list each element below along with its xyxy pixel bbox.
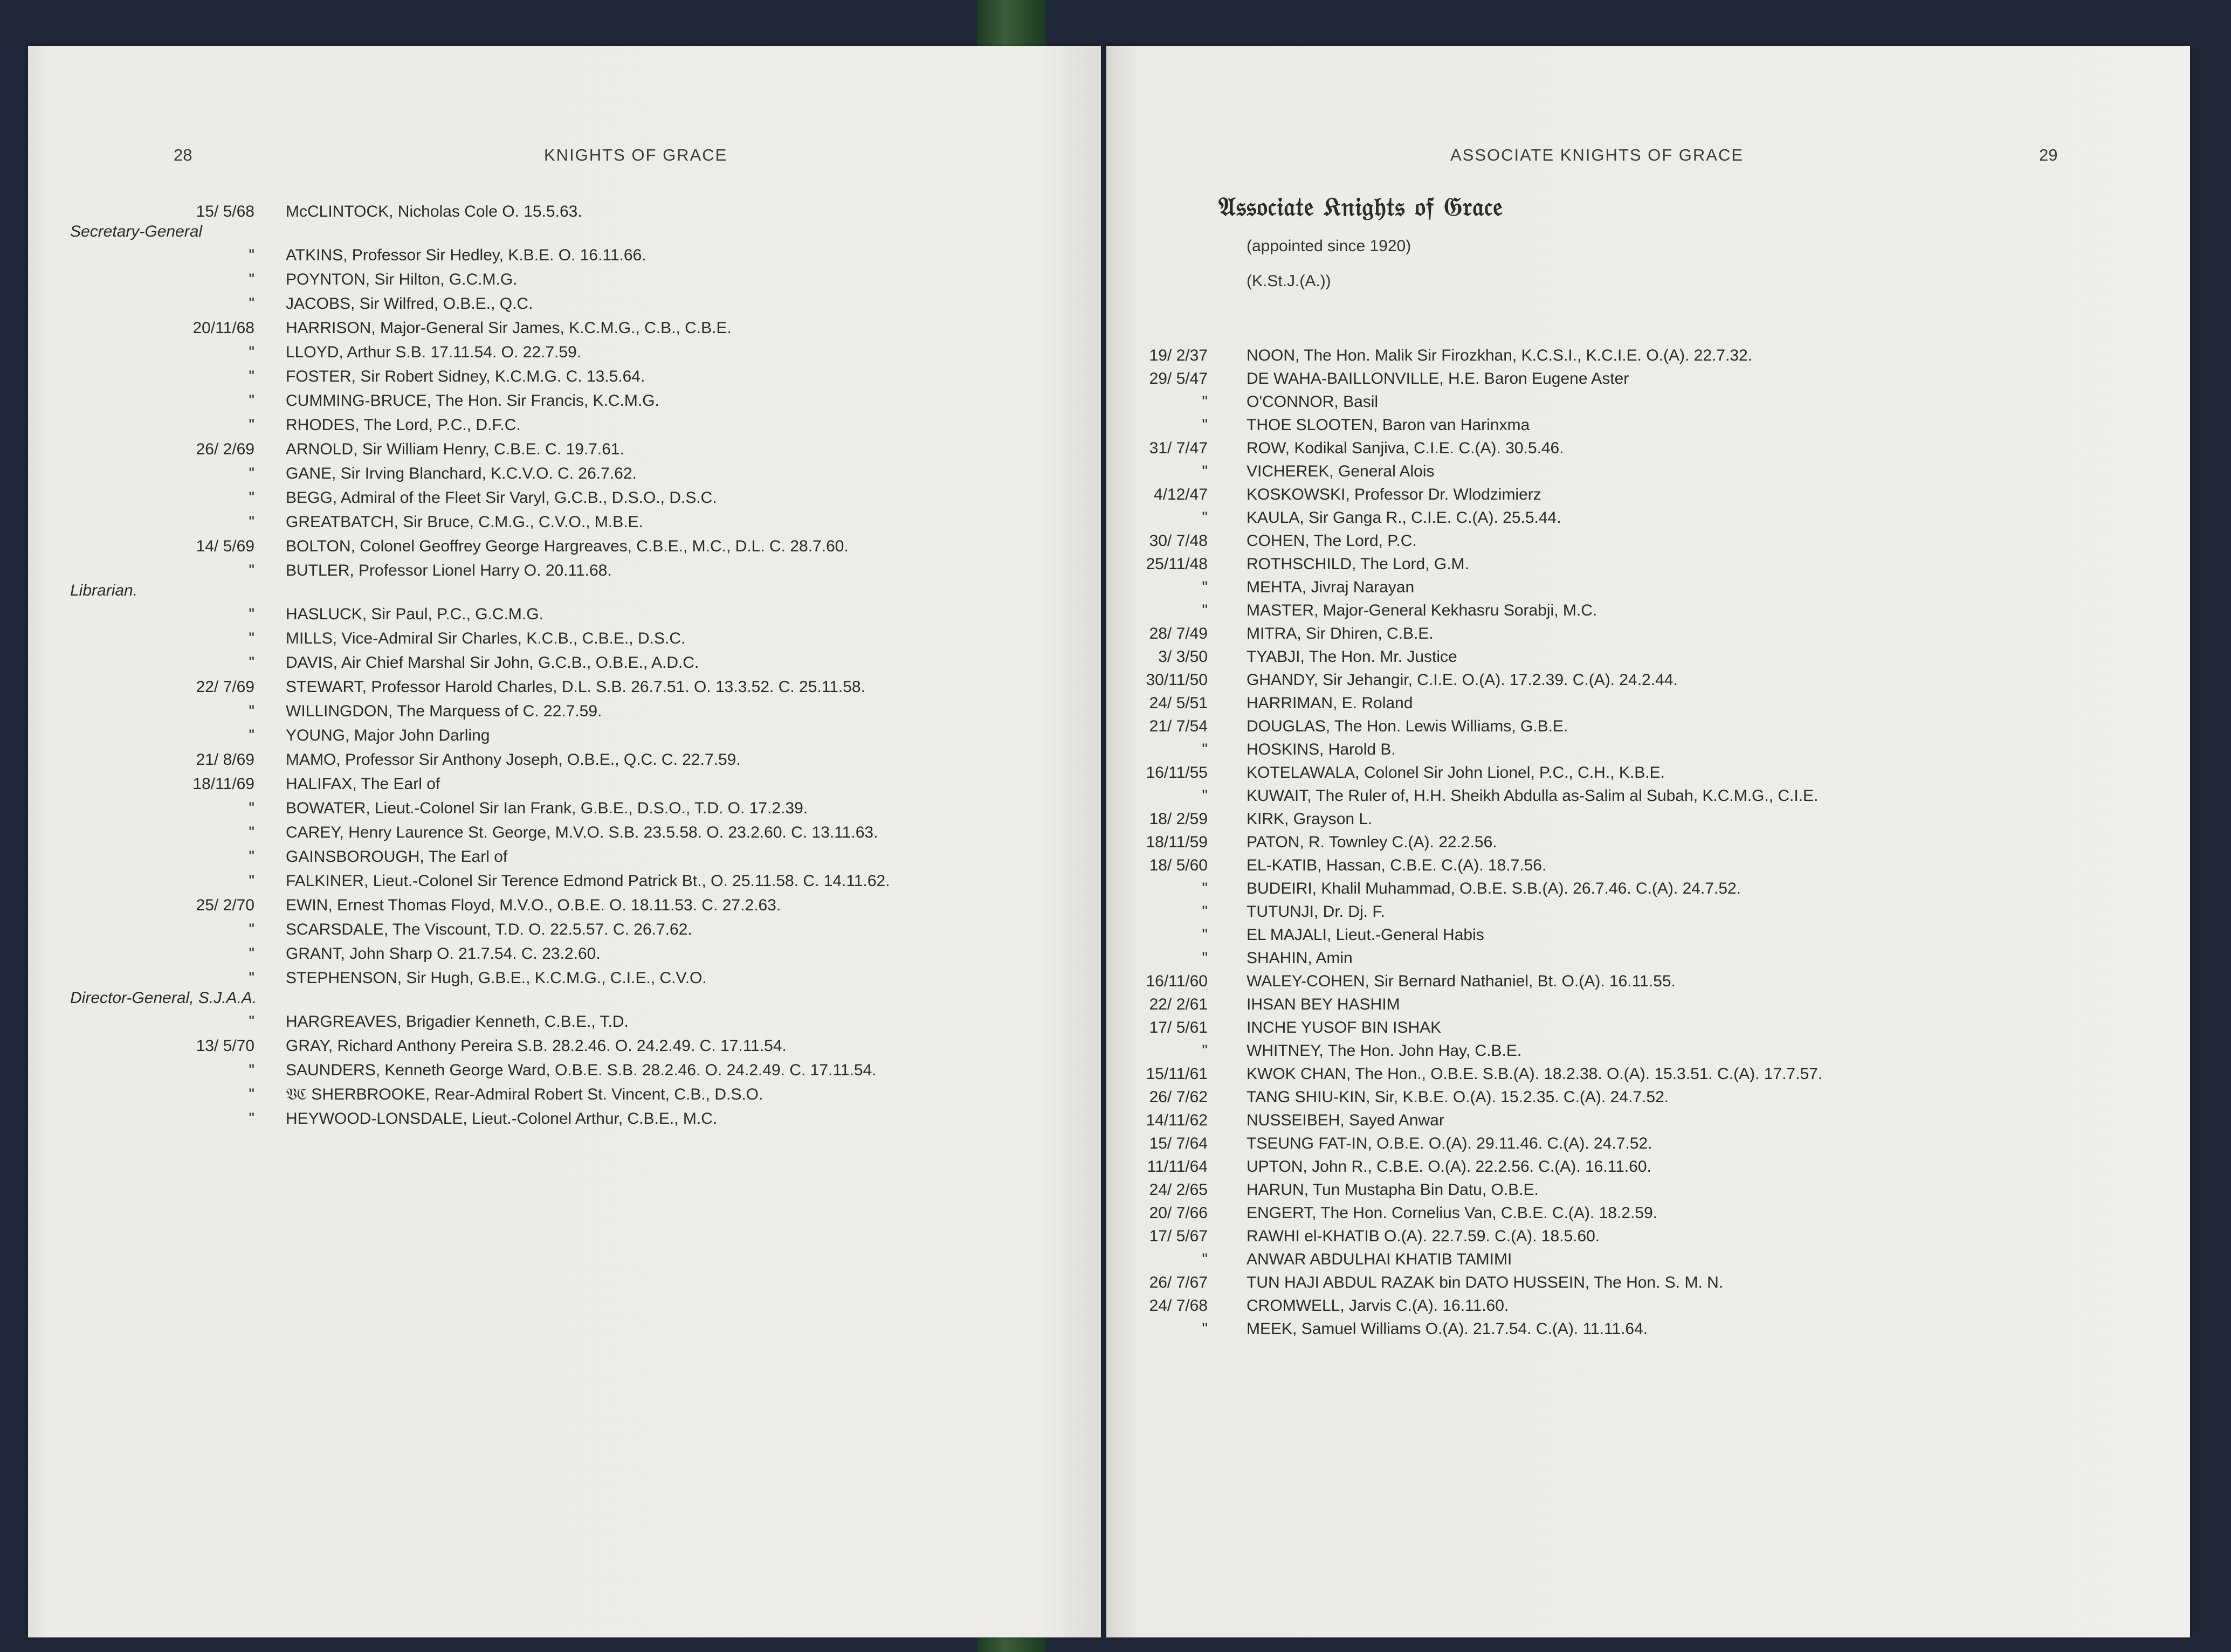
running-head: ASSOCIATE KNIGHTS OF GRACE — [1450, 146, 1744, 164]
entry-name: HARGREAVES, Brigadier Kenneth, C.B.E., T.D. — [286, 1013, 629, 1031]
entry-date: " — [249, 416, 254, 434]
list-item — [28, 487, 1101, 508]
entry-date: 15/11/61 — [1146, 1065, 1208, 1083]
list-item — [28, 439, 1101, 460]
list-item — [1106, 994, 2190, 1015]
entry-date: 15/ 5/68 — [196, 203, 254, 220]
entry-name: TSEUNG FAT-IN, O.B.E. O.(A). 29.11.46. C.(A). 24.7.52. — [1247, 1135, 1652, 1152]
list-item — [28, 1011, 1101, 1032]
list-item — [28, 967, 1101, 1008]
entry-date: " — [249, 562, 254, 579]
list-item — [1106, 345, 2190, 366]
entry-name: RHODES, The Lord, P.C., D.F.C. — [286, 416, 521, 434]
entry-name: MEEK, Samuel Williams O.(A). 21.7.54. C.(A). 11.11.64. — [1247, 1320, 1648, 1338]
entry-name: DAVIS, Air Chief Marshal Sir John, G.C.B., O.B.E., A.D.C. — [286, 654, 699, 672]
entry-date: " — [1202, 416, 1208, 434]
entry-name: MASTER, Major-General Kekhasru Sorabji, M.C. — [1247, 602, 1597, 619]
list-item — [28, 463, 1101, 484]
section-title: 𝔄𝔰𝔰𝔬𝔠𝔦𝔞𝔱𝔢 𝔎𝔫𝔦𝔤𝔥𝔱𝔰 𝔬𝔣 𝔊𝔯𝔞𝔠𝔢 — [1218, 192, 1504, 222]
entry-date: 20/11/68 — [192, 319, 254, 337]
entry-date: 18/ 2/59 — [1149, 810, 1208, 828]
list-item — [1106, 1202, 2190, 1224]
list-item — [1106, 1272, 2190, 1293]
entry-date: " — [1202, 1042, 1208, 1060]
entry-date: " — [249, 630, 254, 647]
list-item — [1106, 855, 2190, 876]
entry-date: 15/ 7/64 — [1149, 1135, 1208, 1152]
entry-date: 24/ 2/65 — [1149, 1181, 1208, 1199]
list-item — [1106, 1110, 2190, 1131]
entry-office: Secretary-General — [70, 223, 203, 240]
entry-name: KOSKOWSKI, Professor Dr. Wlodzimierz — [1247, 486, 1541, 503]
entry-date: " — [249, 1013, 254, 1031]
list-item — [1106, 368, 2190, 389]
entry-name: STEPHENSON, Sir Hugh, G.B.E., K.C.M.G., C.I.E., C.V.O. — [286, 969, 707, 987]
entry-name: O'CONNOR, Basil — [1247, 393, 1379, 411]
entry-date: 3/ 3/50 — [1158, 648, 1208, 666]
list-item — [28, 798, 1101, 819]
list-item — [28, 604, 1101, 625]
entry-date: 24/ 5/51 — [1149, 694, 1208, 712]
entry-name: BOLTON, Colonel Geoffrey George Hargreaves, C.B.E., M.C., D.L. C. 28.7.60. — [286, 537, 849, 555]
list-item — [1106, 878, 2190, 899]
list-item — [1106, 808, 2190, 830]
entry-name: SCARSDALE, The Viscount, T.D. O. 22.5.57. C. 26.7.62. — [286, 921, 692, 938]
entry-date: " — [249, 489, 254, 507]
entry-date: " — [249, 921, 254, 938]
entry-name: KOTELAWALA, Colonel Sir John Lionel, P.C., C.H., K.B.E. — [1247, 764, 1665, 782]
list-item — [28, 390, 1101, 411]
entry-date: " — [1202, 926, 1208, 944]
entry-name: BUTLER, Professor Lionel Harry O. 20.11.68. — [286, 562, 612, 579]
entry-name: KIRK, Grayson L. — [1247, 810, 1373, 828]
entry-date: 26/ 7/62 — [1149, 1088, 1208, 1106]
entry-date: " — [249, 605, 254, 623]
entry-name: WHITNEY, The Hon. John Hay, C.B.E. — [1247, 1042, 1522, 1060]
entry-date: " — [1202, 1250, 1208, 1268]
entry-date: 16/11/55 — [1146, 764, 1208, 782]
entry-name: GREATBATCH, Sir Bruce, C.M.G., C.V.O., M.B.E. — [286, 513, 643, 531]
running-head: KNIGHTS OF GRACE — [544, 146, 728, 164]
list-item — [1106, 669, 2190, 690]
list-item — [1106, 1156, 2190, 1177]
section-note: (appointed since 1920) — [1247, 237, 1411, 255]
list-item — [28, 846, 1101, 867]
entry-date: " — [249, 1086, 254, 1103]
entry-date: 31/ 7/47 — [1149, 439, 1208, 457]
list-item — [1106, 693, 2190, 714]
entry-name: THOE SLOOTEN, Baron van Harinxma — [1247, 416, 1530, 434]
list-item — [1106, 577, 2190, 598]
entry-date: " — [249, 848, 254, 866]
entry-date: 17/ 5/67 — [1149, 1227, 1208, 1245]
entry-name: KWOK CHAN, The Hon., O.B.E. S.B.(A). 18.2.38. O.(A). 15.3.51. C.(A). 17.7.57. — [1247, 1065, 1823, 1083]
entry-date: 30/ 7/48 — [1149, 532, 1208, 550]
entry-date: 20/ 7/66 — [1149, 1204, 1208, 1222]
entry-name: HEYWOOD-LONSDALE, Lieut.-Colonel Arthur, C.B.E., M.C. — [286, 1110, 718, 1128]
entry-name: NOON, The Hon. Malik Sir Firozkhan, K.C.S.I., K.C.I.E. O.(A). 22.7.32. — [1247, 347, 1753, 364]
entry-date: 25/ 2/70 — [196, 896, 254, 914]
entry-name: ROTHSCHILD, The Lord, G.M. — [1247, 555, 1469, 573]
entry-date: " — [249, 654, 254, 672]
entry-name: GANE, Sir Irving Blanchard, K.C.V.O. C. 26.7.62. — [286, 465, 637, 482]
entry-name: EL-KATIB, Hassan, C.B.E. C.(A). 18.7.56. — [1247, 856, 1547, 874]
entry-date: " — [249, 513, 254, 531]
entry-date: " — [249, 1061, 254, 1079]
entry-name: EL MAJALI, Lieut.-General Habis — [1247, 926, 1484, 944]
entry-date: " — [249, 799, 254, 817]
list-item — [28, 201, 1101, 241]
entry-name: MAMO, Professor Sir Anthony Joseph, O.B.E., Q.C. C. 22.7.59. — [286, 751, 741, 769]
entry-name: WALEY-COHEN, Sir Bernard Nathaniel, Bt. O.(A). 16.11.55. — [1247, 972, 1676, 990]
list-item — [28, 536, 1101, 557]
entry-name: BOWATER, Lieut.-Colonel Sir Ian Frank, G.B.E., D.S.O., T.D. O. 17.2.39. — [286, 799, 808, 817]
entry-name: COHEN, The Lord, P.C. — [1247, 532, 1417, 550]
entry-date: 18/ 5/60 — [1149, 856, 1208, 874]
entry-name: TUN HAJI ABDUL RAZAK bin DATO HUSSEIN, The Hon. S. M. N. — [1247, 1274, 1724, 1291]
entry-name: HARRISON, Major-General Sir James, K.C.M.G., C.B., C.B.E. — [286, 319, 732, 337]
entry-name: GRANT, John Sharp O. 21.7.54. C. 23.2.60. — [286, 945, 601, 963]
entry-date: " — [1202, 393, 1208, 411]
entry-date: 18/11/69 — [192, 775, 254, 793]
entry-date: 4/12/47 — [1153, 486, 1208, 503]
entry-date: 14/11/62 — [1146, 1111, 1208, 1129]
entry-date: 22/ 2/61 — [1149, 996, 1208, 1013]
entry-date: 18/11/59 — [1146, 833, 1208, 851]
list-item — [28, 725, 1101, 746]
entry-date: " — [249, 271, 254, 288]
entry-name: INCHE YUSOF BIN ISHAK — [1247, 1019, 1442, 1036]
entry-date: " — [1202, 903, 1208, 921]
list-item — [28, 414, 1101, 436]
list-item — [28, 773, 1101, 794]
entry-name: GAINSBOROUGH, The Earl of — [286, 848, 508, 866]
entry-name: SHAHIN, Amin — [1247, 949, 1353, 967]
list-item — [28, 317, 1101, 338]
entry-name: NUSSEIBEH, Sayed Anwar — [1247, 1111, 1444, 1129]
entry-name: RAWHI el-KHATIB O.(A). 22.7.59. C.(A). 18.5.60. — [1247, 1227, 1600, 1245]
list-item — [28, 1084, 1101, 1105]
entry-name: McCLINTOCK, Nicholas Cole O. 15.5.63. — [286, 203, 582, 220]
entry-date: " — [1202, 1320, 1208, 1338]
list-item — [1106, 716, 2190, 737]
entry-date: 14/ 5/69 — [196, 537, 254, 555]
list-item — [1106, 1063, 2190, 1084]
list-item — [1106, 1017, 2190, 1038]
entry-name: CUMMING-BRUCE, The Hon. Sir Francis, K.C.M.G. — [286, 392, 659, 410]
list-item — [28, 269, 1101, 290]
list-item — [1106, 1318, 2190, 1339]
entry-name: STEWART, Professor Harold Charles, D.L. S.B. 26.7.51. O. 13.3.52. C. 25.11.58. — [286, 678, 865, 696]
entry-date: " — [249, 465, 254, 482]
entry-date: " — [249, 392, 254, 410]
list-item — [1106, 530, 2190, 551]
entry-office: Director-General, S.J.A.A. — [70, 989, 257, 1007]
entry-name: TYABJI, The Hon. Mr. Justice — [1247, 648, 1457, 666]
section-abbrev: (K.St.J.(A.)) — [1247, 272, 1331, 290]
entry-name: MITRA, Sir Dhiren, C.B.E. — [1247, 625, 1434, 642]
entry-name: BEGG, Admiral of the Fleet Sir Varyl, G.C.B., D.S.O., D.S.C. — [286, 489, 717, 507]
entry-date: 17/ 5/61 — [1149, 1019, 1208, 1036]
list-item — [1106, 438, 2190, 459]
list-item — [28, 895, 1101, 916]
page-number: 28 — [174, 146, 192, 164]
list-item — [1106, 901, 2190, 922]
entry-date: " — [1202, 741, 1208, 758]
entry-date: " — [1202, 578, 1208, 596]
entry-date: " — [249, 368, 254, 385]
entry-date: " — [1202, 509, 1208, 527]
list-item — [1106, 554, 2190, 575]
list-item — [28, 293, 1101, 314]
entry-date: " — [249, 945, 254, 963]
list-item — [1106, 414, 2190, 436]
entry-date: 30/11/50 — [1146, 671, 1208, 689]
entry-name: KAULA, Sir Ganga R., C.I.E. C.(A). 25.5.44. — [1247, 509, 1561, 527]
entry-name: TUTUNJI, Dr. Dj. F. — [1247, 903, 1385, 921]
entry-name: MEHTA, Jivraj Narayan — [1247, 578, 1415, 596]
list-item — [1106, 1226, 2190, 1247]
list-item — [28, 701, 1101, 722]
entry-name: CAREY, Henry Laurence St. George, M.V.O. S.B. 23.5.58. O. 23.2.60. C. 13.11.63. — [286, 824, 878, 841]
entry-name: JACOBS, Sir Wilfred, O.B.E., Q.C. — [286, 295, 533, 313]
entry-date: " — [1202, 462, 1208, 480]
entry-name: ATKINS, Professor Sir Hedley, K.B.E. O. 16.11.66. — [286, 246, 646, 264]
entry-date: 19/ 2/37 — [1149, 347, 1208, 364]
entry-name: UPTON, John R., C.B.E. O.(A). 22.2.56. C.(A). 16.11.60. — [1247, 1158, 1651, 1176]
list-item — [1106, 832, 2190, 853]
entry-name: HASLUCK, Sir Paul, P.C., G.C.M.G. — [286, 605, 543, 623]
list-item — [1106, 461, 2190, 482]
list-item — [28, 919, 1101, 940]
entry-name: DE WAHA-BAILLONVILLE, H.E. Baron Eugene Aster — [1247, 370, 1629, 388]
list-item — [28, 628, 1101, 649]
entry-date: 29/ 5/47 — [1149, 370, 1208, 388]
entry-date: " — [1202, 949, 1208, 967]
list-item — [1106, 762, 2190, 783]
list-item — [1106, 1249, 2190, 1270]
entry-date: 26/ 2/69 — [196, 440, 254, 458]
entry-date: " — [249, 872, 254, 890]
entry-name: ANWAR ABDULHAI KHATIB TAMIMI — [1247, 1250, 1512, 1268]
entry-name: HOSKINS, Harold B. — [1247, 741, 1396, 758]
list-item — [1106, 623, 2190, 644]
entry-name: HALIFAX, The Earl of — [286, 775, 440, 793]
entry-date: " — [249, 702, 254, 720]
entry-name: POYNTON, Sir Hilton, G.C.M.G. — [286, 271, 518, 288]
list-item — [28, 870, 1101, 891]
entry-date: " — [249, 824, 254, 841]
entry-name: FALKINER, Lieut.-Colonel Sir Terence Edmond Patrick Bt., O. 25.11.58. C. 14.11.62. — [286, 872, 890, 890]
entry-name: IHSAN BEY HASHIM — [1247, 996, 1400, 1013]
entry-name: ARNOLD, Sir William Henry, C.B.E. C. 19.7.61. — [286, 440, 624, 458]
entry-office: Librarian. — [70, 582, 138, 599]
entry-name: LLOYD, Arthur S.B. 17.11.54. O. 22.7.59. — [286, 343, 582, 361]
entry-name: PATON, R. Townley C.(A). 22.2.56. — [1247, 833, 1497, 851]
entry-date: 25/11/48 — [1146, 555, 1208, 573]
list-item — [28, 676, 1101, 697]
list-item — [1106, 785, 2190, 806]
list-item — [1106, 1179, 2190, 1200]
entry-date: 22/ 7/69 — [196, 678, 254, 696]
entry-date: 26/ 7/67 — [1149, 1274, 1208, 1291]
entry-name: ROW, Kodikal Sanjiva, C.I.E. C.(A). 30.5.46. — [1247, 439, 1564, 457]
list-item — [1106, 1133, 2190, 1154]
list-item — [1106, 646, 2190, 667]
entry-date: " — [1202, 787, 1208, 805]
entry-name: MILLS, Vice-Admiral Sir Charles, K.C.B., C.B.E., D.S.C. — [286, 630, 686, 647]
entry-list — [28, 201, 1101, 1132]
entry-name: TANG SHIU-KIN, Sir, K.B.E. O.(A). 15.2.35. C.(A). 24.7.52. — [1247, 1088, 1669, 1106]
entry-date: " — [249, 727, 254, 744]
entry-date: 21/ 8/69 — [196, 751, 254, 769]
entry-name: EWIN, Ernest Thomas Floyd, M.V.O., O.B.E. O. 18.11.53. C. 27.2.63. — [286, 896, 781, 914]
list-item — [28, 822, 1101, 843]
entry-name: GRAY, Richard Anthony Pereira S.B. 28.2.46. O. 24.2.49. C. 17.11.54. — [286, 1037, 787, 1055]
list-item — [1106, 948, 2190, 969]
entry-name: DOUGLAS, The Hon. Lewis Williams, G.B.E. — [1247, 717, 1568, 735]
list-item — [1106, 1040, 2190, 1061]
entry-name: FOSTER, Sir Robert Sidney, K.C.M.G. C. 13.5.64. — [286, 368, 645, 385]
list-item — [1106, 600, 2190, 621]
page-number: 29 — [2039, 146, 2058, 164]
list-item — [28, 366, 1101, 387]
entry-name: HARRIMAN, E. Roland — [1247, 694, 1413, 712]
list-item — [1106, 739, 2190, 760]
entry-date: " — [1202, 602, 1208, 619]
list-item — [1106, 391, 2190, 412]
entry-date: 11/11/64 — [1147, 1158, 1208, 1176]
entry-name: YOUNG, Major John Darling — [286, 727, 490, 744]
entry-date: " — [1202, 880, 1208, 897]
list-item — [28, 245, 1101, 266]
entry-date: " — [249, 1110, 254, 1128]
entry-name: SAUNDERS, Kenneth George Ward, O.B.E. S.B. 28.2.46. O. 24.2.49. C. 17.11.54. — [286, 1061, 877, 1079]
list-item — [28, 1035, 1101, 1056]
entry-date: " — [249, 969, 254, 987]
list-item — [1106, 924, 2190, 945]
entry-name: VICHEREK, General Alois — [1247, 462, 1435, 480]
list-item — [28, 652, 1101, 673]
entry-name: GHANDY, Sir Jehangir, C.I.E. O.(A). 17.2.39. C.(A). 24.2.44. — [1247, 671, 1678, 689]
list-item — [1106, 1295, 2190, 1316]
entry-name: 𝔙ℭ SHERBROOKE, Rear-Admiral Robert St. Vincent, C.B., D.S.O. — [286, 1086, 763, 1103]
entry-date: " — [249, 246, 254, 264]
entry-name: CROMWELL, Jarvis C.(A). 16.11.60. — [1247, 1297, 1509, 1315]
left-page — [28, 46, 1101, 1637]
list-item — [28, 512, 1101, 533]
list-item — [1106, 484, 2190, 505]
entry-date: 21/ 7/54 — [1149, 717, 1208, 735]
entry-list — [1106, 345, 2190, 1342]
entry-name: HARUN, Tun Mustapha Bin Datu, O.B.E. — [1247, 1181, 1539, 1199]
list-item — [1106, 971, 2190, 992]
entry-date: 28/ 7/49 — [1149, 625, 1208, 642]
entry-date: 13/ 5/70 — [196, 1037, 254, 1055]
entry-name: KUWAIT, The Ruler of, H.H. Sheikh Abdulla as-Salim al Subah, K.C.M.G., C.I.E. — [1247, 787, 1819, 805]
entry-date: 16/11/60 — [1146, 972, 1208, 990]
list-item — [1106, 1087, 2190, 1108]
list-item — [28, 943, 1101, 964]
list-item — [28, 1060, 1101, 1081]
entry-name: BUDEIRI, Khalil Muhammad, O.B.E. S.B.(A). 26.7.46. C.(A). 24.7.52. — [1247, 880, 1741, 897]
entry-date: " — [249, 343, 254, 361]
list-item — [28, 560, 1101, 600]
entry-date: 24/ 7/68 — [1149, 1297, 1208, 1315]
list-item — [28, 342, 1101, 363]
list-item — [28, 1108, 1101, 1129]
list-item — [1106, 507, 2190, 528]
list-item — [28, 749, 1101, 770]
entry-name: WILLINGDON, The Marquess of C. 22.7.59. — [286, 702, 602, 720]
entry-date: " — [249, 295, 254, 313]
entry-name: ENGERT, The Hon. Cornelius Van, C.B.E. C.(A). 18.2.59. — [1247, 1204, 1657, 1222]
